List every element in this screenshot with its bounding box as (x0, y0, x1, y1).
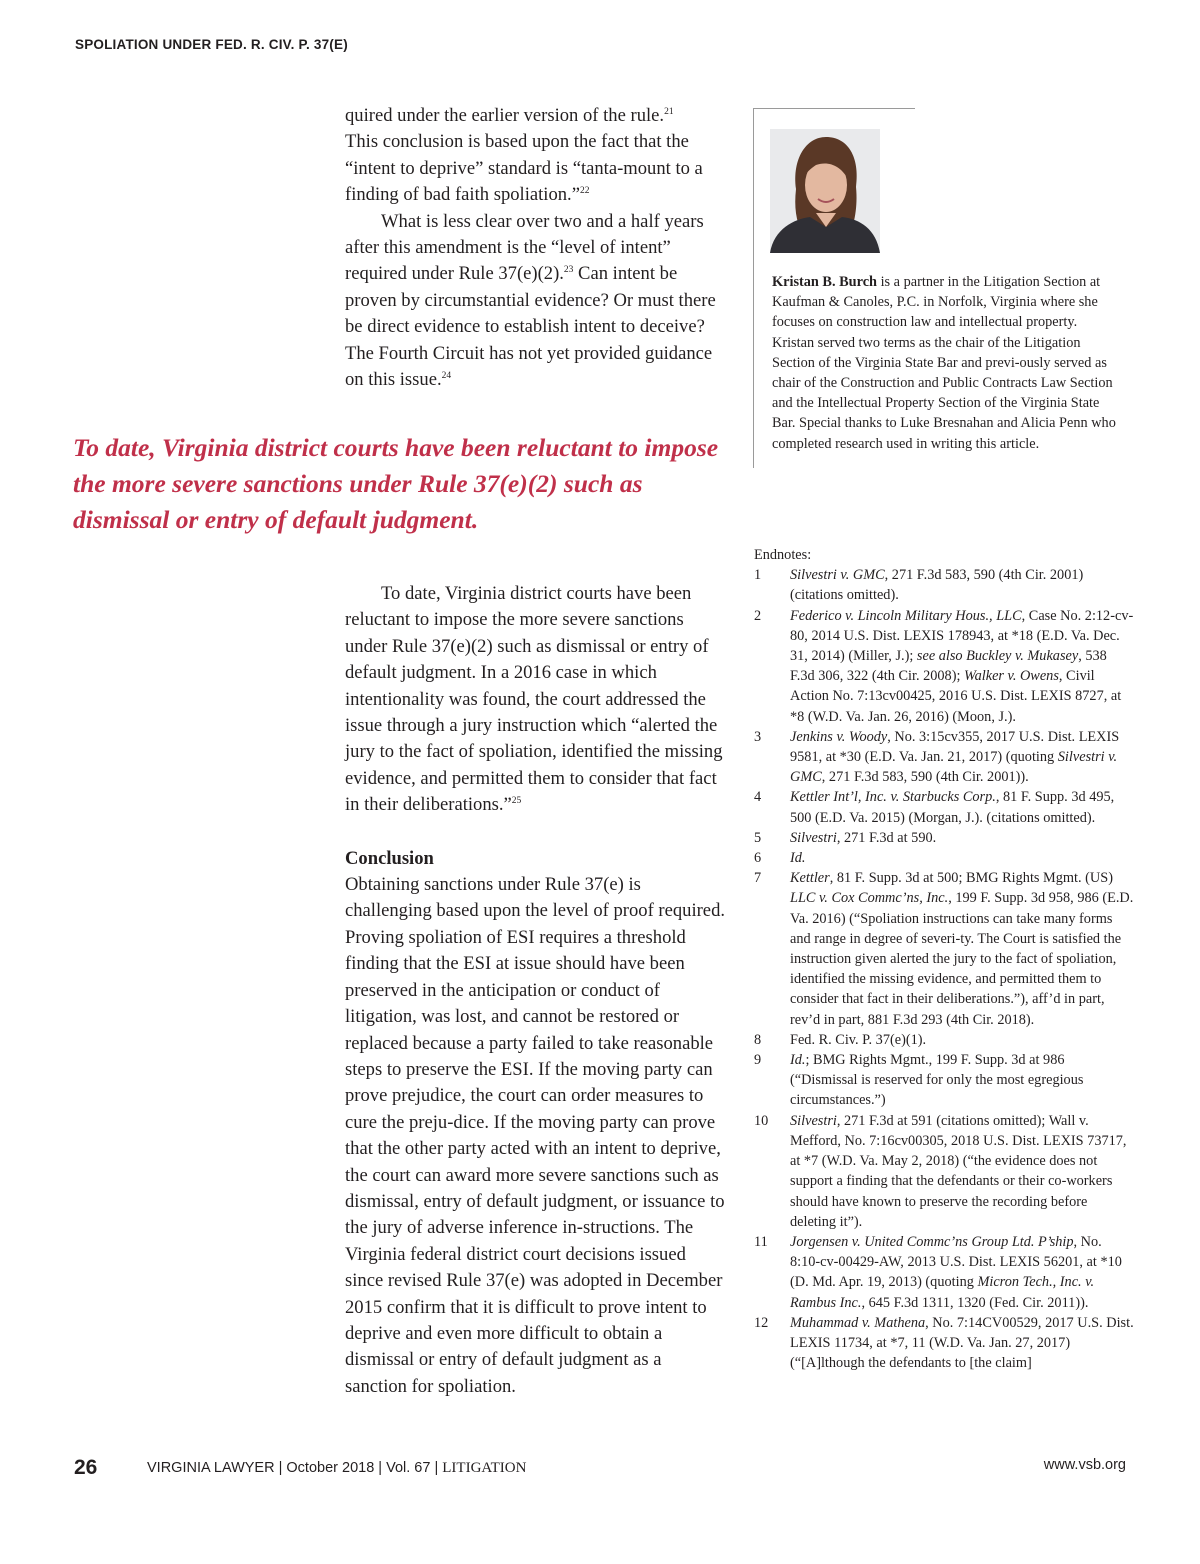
endnote-text: , No. 8:10-cv-00429-AW, 2013 U.S. Dist. LEXIS 56201, at *10 (D. Md. Apr. 19, 2013) (quoting (790, 1233, 1122, 1291)
endnote-item (754, 1050, 1134, 1111)
endnote-text: Id. (790, 1052, 806, 1069)
endnote-number: 12 (754, 1314, 769, 1331)
pull-quote: To date, Virginia district courts have been reluctant to impose the more severe sanctions under Rule 37(e)(2) such as dismissal or entry of default judgment. (73, 433, 719, 534)
endnote-number: 11 (754, 1233, 768, 1250)
endnote-item (754, 1111, 1134, 1232)
page-number: 26 (74, 1456, 98, 1479)
endnote-text: , 271 F.3d 583, 590 (4th Cir. 2001)). (821, 769, 1029, 786)
endnote-number: 6 (754, 850, 762, 867)
body-column-bottom (345, 581, 725, 1400)
author-name: Kristan B. Burch (772, 274, 877, 290)
endnote-text: Micron Tech., Inc. v. Rambus Inc. (790, 1274, 1095, 1311)
endnote-number: 4 (754, 789, 762, 806)
endnote-item (754, 787, 1134, 827)
divider (753, 108, 915, 109)
endnote-text: , 271 F.3d at 591 (citations omitted); Wall v. Mefford, No. 7:16cv00305, 2018 U.S. Dist. LEXIS 73717, at *7 (W.D. Va. May 2, 2018) (“the evidence does not support a finding that the defendants or their co-workers should have known to preserve the recording before deleting it”). (790, 1112, 1127, 1230)
endnote-text: Jenkins v. Woody (790, 728, 888, 745)
endnote-number: 3 (754, 728, 762, 745)
footnote-ref[interactable]: 22 (579, 186, 590, 197)
paragraph: Obtaining sanctions under Rule 37(e) is challenging based upon the level of proof required. Proving spoliation of ESI requires a threshold finding that the ESI at issue should have been preserved in the anticipation or conduct of litigation, was lost, and cannot be restored or replaced because a party failed to take reasonable steps to preserve the ESI. If the moving party can prove prejudice, the court can order measures to cure the preju-dice. If the moving party can prove that the other party acted with an intent to deprive, the court can award more severe sanctions such as dismissal, entry of default judgment, or issuance to the jury of adverse inference in-structions. The Virginia federal district court decisions issued since revised Rule 37(e) was adopted in December 2015 confirm that it is difficult to prove intent to deprive and even more difficult to obtain a dismissal or entry of default judgment as a sanction for spoliation. (345, 874, 726, 1397)
footer-url[interactable]: www.vsb.org (1043, 1457, 1126, 1473)
endnote-text: , 81 F. Supp. 3d 495, 500 (E.D. Va. 2015) (Morgan, J.). (citations omitted). (790, 789, 1115, 826)
body-column-top (345, 103, 725, 393)
endnote-text: Id. (790, 850, 806, 867)
author-bio-box (753, 108, 1118, 468)
endnote-text: ; BMG Rights Mgmt., 199 F. Supp. 3d at 986 (“Dismissal is reserved for only the most egregious circumstances.”) (790, 1052, 1084, 1109)
endnotes-title: Endnotes: (754, 547, 812, 563)
endnote-list (754, 565, 1134, 1373)
endnote-text: see also Buckley v. Mukasey (916, 648, 1079, 665)
endnote-item (754, 1232, 1134, 1313)
endnote-text: LLC v. Cox Commc’ns, Inc. (790, 890, 949, 907)
endnote-item (754, 1313, 1134, 1374)
endnote-number: 5 (754, 829, 762, 846)
endnote-item (754, 727, 1134, 788)
endnote-item (754, 565, 1134, 605)
paragraph: This conclusion is based upon the fact that the “intent to deprive” standard is “tanta-mount to a finding of bad faith spoliation.”$^{22}$ (345, 131, 703, 206)
endnote-text: Kettler Int’l, Inc. v. Starbucks Corp. (790, 789, 996, 806)
endnote-text: Kettler (790, 870, 830, 887)
endnote-item (754, 606, 1134, 727)
endnote-text: Federico v. Lincoln Military Hous., LLC (790, 607, 1022, 624)
endnote-text: Silvestri v. GMC (790, 567, 885, 584)
endnote-text: Fed. R. Civ. P. 37(e)(1). (790, 1031, 927, 1048)
paragraph: To date, Virginia district courts have been reluctant to impose the more severe sanctions under Rule 37(e)(2) such as dismissal or entry of default judgment. In a 2016 case in which intentionality was found, the court addressed the issue through a jury instruction which “alerted the jury to the fact of spoliation, identified the missing evidence, and permitted them to consider that fact in their deliberations.”$^{25}$ (345, 583, 723, 816)
footnote-ref[interactable]: 25 (511, 796, 522, 807)
endnote-text: , 538 F.3d 306, 322 (4th Cir. 2008); (790, 648, 1107, 685)
endnote-text: , No. 3:15cv355, 2017 U.S. Dist. LEXIS 9581, at *30 (E.D. Va. Jan. 21, 2017) (quoting (790, 728, 1120, 766)
endnote-item (754, 868, 1134, 1030)
paragraph: quired under the earlier version of the rule.$^{21}$ (345, 105, 674, 126)
endnote-number: 10 (754, 1112, 769, 1129)
endnote-text: Walker v. Owens (964, 668, 1059, 685)
paragraph: What is less clear over two and a half years after this amendment is the “level of intent” required under Rule 37(e)(2).$^{23}$ Can intent be proven by circumstantial evidence? Or must there be direct evidence to establish intent to deceive? The Fourth Circuit has not yet provided guidance on this issue.$^{24}$ (345, 210, 716, 391)
endnotes (754, 545, 1134, 1373)
footnote-ref[interactable]: 23 (563, 265, 574, 276)
portrait-image (770, 129, 880, 253)
endnote-item (754, 848, 1134, 868)
footer-section: LITIGATION (442, 1460, 527, 1476)
endnote-text: , No. 7:14CV00529, 2017 U.S. Dist. LEXIS 11734, at *7, 11 (W.D. Va. Jan. 27, 2017) (“[A]lthough the defendants to [the claim] (790, 1314, 1134, 1372)
author-photo (770, 129, 880, 253)
endnote-text: Silvestri v. GMC (790, 749, 1118, 786)
endnote-text: , 271 F.3d 583, 590 (4th Cir. 2001) (citations omitted). (790, 567, 1084, 604)
endnote-text: , 271 F.3d at 590. (836, 829, 937, 846)
endnote-text: Jorgensen v. United Commc’ns Group Ltd. P’ship (790, 1233, 1074, 1250)
endnote-text: Silvestri (790, 1112, 837, 1129)
endnote-number: 9 (754, 1052, 762, 1069)
endnote-number: 1 (754, 567, 762, 584)
endnote-text: , Civil Action No. 7:13cv00425, 2016 U.S. Dist. LEXIS 8727, at *8 (W.D. Va. Jan. 26, 2016) (Moon, J.). (790, 668, 1122, 725)
endnote-text: , 645 F.3d 1311, 1320 (Fed. Cir. 2011)). (861, 1294, 1089, 1311)
endnote-text: Muhammad v. Mathena (790, 1314, 926, 1331)
endnote-text: Silvestri (790, 829, 837, 846)
footnote-ref[interactable]: 24 (441, 371, 452, 382)
footer-magazine: VIRGINIA LAWYER | October 2018 | Vol. 67 | LITIGATION (147, 1460, 527, 1476)
author-bio: Kristan B. Burch is a partner in the Litigation Section at Kaufman & Canoles, P.C. in Norfolk, Virginia where she focuses on construction law and intellectual property. Kristan served two terms as the chair of the Litigation Section of the Virginia State Bar and previ-ously served as chair of the Construction and Public Contracts Law Section and the Intellectual Property Section of the Virginia State Bar. Special thanks to Luke Bresnahan and Alicia Penn who completed research used in writing this article. (772, 274, 1116, 452)
endnote-item (754, 828, 1134, 848)
footnote-ref[interactable]: 21 (664, 107, 674, 117)
endnote-text: , 199 F. Supp. 3d 958, 986 (E.D. Va. 2016) (“Spoliation instructions can take many forms and range in degree of severi-ty. The Court is satisfied the instruction given alerted the jury to the fact of spoliation, identified the missing evidence, and permitted them to consider that fact in their deliberations.”), aff’d in part, rev’d in part, 881 F.3d 293 (4th Cir. 2018). (790, 890, 1134, 1028)
endnote-number: 2 (754, 607, 762, 624)
endnote-text: , 81 F. Supp. 3d at 500; BMG Rights Mgmt. (US) (829, 870, 1113, 887)
section-heading: Conclusion (345, 847, 434, 869)
endnote-text: , Case No. 2:12-cv-80, 2014 U.S. Dist. LEXIS 178943, at *18 (E.D. Va. Dec. 31, 2014) (Miller, J.); (790, 607, 1134, 665)
endnote-number: 8 (754, 1031, 762, 1048)
endnote-item (754, 1030, 1134, 1050)
divider (753, 108, 754, 468)
endnote-number: 7 (754, 870, 762, 887)
running-head: SPOLIATION UNDER FED. R. CIV. P. 37(E) (75, 37, 348, 52)
